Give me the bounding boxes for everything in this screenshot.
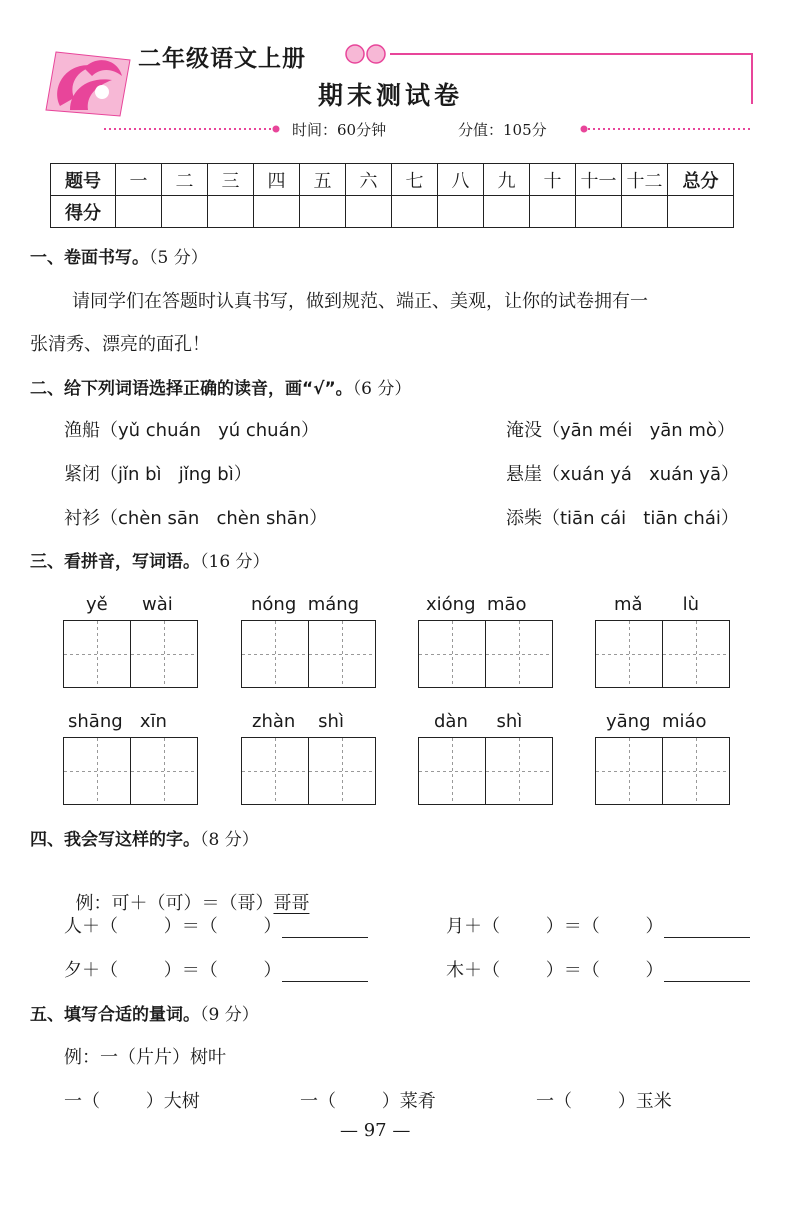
column-header: 八: [438, 164, 484, 196]
subject-title: 二年级语文上册: [138, 45, 306, 72]
example-line: [64, 868, 309, 915]
grid-cell[interactable]: [419, 738, 485, 804]
section-points: （6 分）: [352, 379, 412, 399]
page-number: — 97 —: [340, 1120, 411, 1141]
swirl-logo-icon: [40, 46, 132, 118]
bubbles-decoration-icon: [344, 43, 390, 65]
grid-cell[interactable]: [596, 738, 662, 804]
score-cell[interactable]: [622, 196, 668, 228]
score-row: [51, 196, 734, 228]
section-2-heading: [30, 374, 411, 399]
section-points: （5 分）: [149, 248, 208, 268]
example-text: 例：可＋（可）＝（哥）: [75, 893, 274, 914]
writing-grid[interactable]: [63, 737, 198, 805]
score-cell[interactable]: [300, 196, 346, 228]
score-cell[interactable]: [116, 196, 162, 228]
example-answer: 哥哥: [273, 893, 310, 914]
answer-blank[interactable]: [664, 917, 750, 938]
character-exercise[interactable]: [64, 912, 368, 938]
writing-grid[interactable]: [241, 737, 376, 805]
answer-blank[interactable]: [664, 961, 750, 982]
section-3-heading: [30, 547, 270, 572]
pinyin-label: mǎ lù: [614, 594, 700, 615]
grid-cell[interactable]: [596, 621, 662, 687]
answer-blank[interactable]: [282, 961, 368, 982]
column-header: 九: [484, 164, 530, 196]
grid-cell[interactable]: [130, 621, 197, 687]
column-header: 四: [254, 164, 300, 196]
writing-grid[interactable]: [63, 620, 198, 688]
question-number-row: [51, 164, 734, 196]
measure-word-item[interactable]: 一（ ）菜肴: [300, 1091, 436, 1112]
exercise-text: 人＋（ ）＝（ ）: [64, 916, 282, 937]
section-1-text-line: 张清秀、漂亮的面孔！: [30, 334, 210, 355]
section-1-heading: [30, 243, 208, 268]
grid-cell[interactable]: [130, 738, 197, 804]
section-5-heading: [30, 1000, 259, 1025]
grid-cell[interactable]: [662, 621, 729, 687]
writing-grid[interactable]: [595, 620, 730, 688]
column-header: 五: [300, 164, 346, 196]
score-cell[interactable]: [530, 196, 576, 228]
pinyin-label: zhàn shì: [252, 711, 344, 732]
writing-grid[interactable]: [595, 737, 730, 805]
exam-time: 时间：60分钟: [292, 121, 387, 139]
pinyin-label: dàn shì: [434, 711, 523, 732]
grid-cell[interactable]: [485, 738, 552, 804]
pronunciation-item[interactable]: 添柴（tiān cái tiān chái）: [506, 508, 739, 529]
grid-cell[interactable]: [485, 621, 552, 687]
grid-cell[interactable]: [308, 738, 375, 804]
score-cell[interactable]: [162, 196, 208, 228]
column-header: 十: [530, 164, 576, 196]
measure-word-item[interactable]: 一（ ）玉米: [536, 1091, 672, 1112]
grid-cell[interactable]: [242, 621, 308, 687]
exam-score-value: 分值：105分: [458, 121, 547, 139]
writing-grid[interactable]: [418, 737, 553, 805]
writing-grid[interactable]: [241, 620, 376, 688]
column-header: 三: [208, 164, 254, 196]
score-cell[interactable]: [484, 196, 530, 228]
score-cell[interactable]: [576, 196, 622, 228]
answer-blank[interactable]: [282, 917, 368, 938]
section-title: 三、看拼音，写词语。: [30, 552, 200, 572]
pinyin-label: nóng máng: [251, 594, 360, 615]
grid-cell[interactable]: [64, 738, 130, 804]
section-points: （9 分）: [200, 1005, 259, 1025]
pinyin-label: yāng miáo: [606, 711, 707, 732]
pronunciation-item[interactable]: 淹没（yān méi yān mò）: [506, 420, 735, 441]
score-table: [50, 163, 734, 228]
measure-word-item[interactable]: 一（ ）大树: [64, 1091, 200, 1112]
character-exercise[interactable]: [446, 956, 750, 982]
column-header: 十一: [576, 164, 622, 196]
pronunciation-item[interactable]: 衬衫（chèn sān chèn shān）: [64, 508, 328, 529]
pinyin-label: xióng māo: [426, 594, 527, 615]
column-header: 一: [116, 164, 162, 196]
section-title: 四、我会写这样的字。: [30, 830, 200, 850]
example-line: 例：一（片片）树叶: [64, 1047, 226, 1068]
pinyin-label: yě wài: [86, 594, 173, 615]
pronunciation-item[interactable]: 紧闭（jǐn bì jǐng bì）: [64, 464, 252, 485]
grid-cell[interactable]: [308, 621, 375, 687]
section-points: （16 分）: [200, 552, 270, 572]
grid-cell[interactable]: [662, 738, 729, 804]
total-score-cell[interactable]: [668, 196, 734, 228]
pronunciation-item[interactable]: 渔船（yǔ chuán yú chuán）: [64, 420, 320, 441]
score-cell[interactable]: [346, 196, 392, 228]
column-header: 十二: [622, 164, 668, 196]
section-title: 二、给下列词语选择正确的读音，画“√”。: [30, 379, 353, 399]
character-exercise[interactable]: [446, 912, 750, 938]
pinyin-label: shāng xīn: [68, 711, 167, 732]
exercise-text: 夕＋（ ）＝（ ）: [64, 960, 282, 981]
column-header: 六: [346, 164, 392, 196]
column-header: 七: [392, 164, 438, 196]
section-points: （8 分）: [200, 830, 259, 850]
grid-cell[interactable]: [242, 738, 308, 804]
section-1-text-line: 请同学们在答题时认真书写，做到规范、端正、美观，让你的试卷拥有一: [72, 291, 648, 312]
column-header: 二: [162, 164, 208, 196]
exercise-text: 月＋（ ）＝（ ）: [446, 916, 664, 937]
section-4-heading: [30, 825, 259, 850]
writing-grid[interactable]: [418, 620, 553, 688]
pronunciation-item[interactable]: 悬崖（xuán yá xuán yā）: [506, 464, 739, 485]
exercise-text: 木＋（ ）＝（ ）: [446, 960, 664, 981]
section-title: 一、卷面书写。: [30, 248, 149, 268]
exam-title: 期末测试卷: [318, 81, 464, 110]
score-cell[interactable]: [208, 196, 254, 228]
section-title: 五、填写合适的量词。: [30, 1005, 200, 1025]
grid-cell[interactable]: [419, 621, 485, 687]
row-header: 题号: [51, 164, 116, 196]
score-cell[interactable]: [438, 196, 484, 228]
total-header: 总分: [668, 164, 734, 196]
grid-cell[interactable]: [64, 621, 130, 687]
character-exercise[interactable]: [64, 956, 368, 982]
score-cell[interactable]: [254, 196, 300, 228]
score-cell[interactable]: [392, 196, 438, 228]
row-header: 得分: [51, 196, 116, 228]
